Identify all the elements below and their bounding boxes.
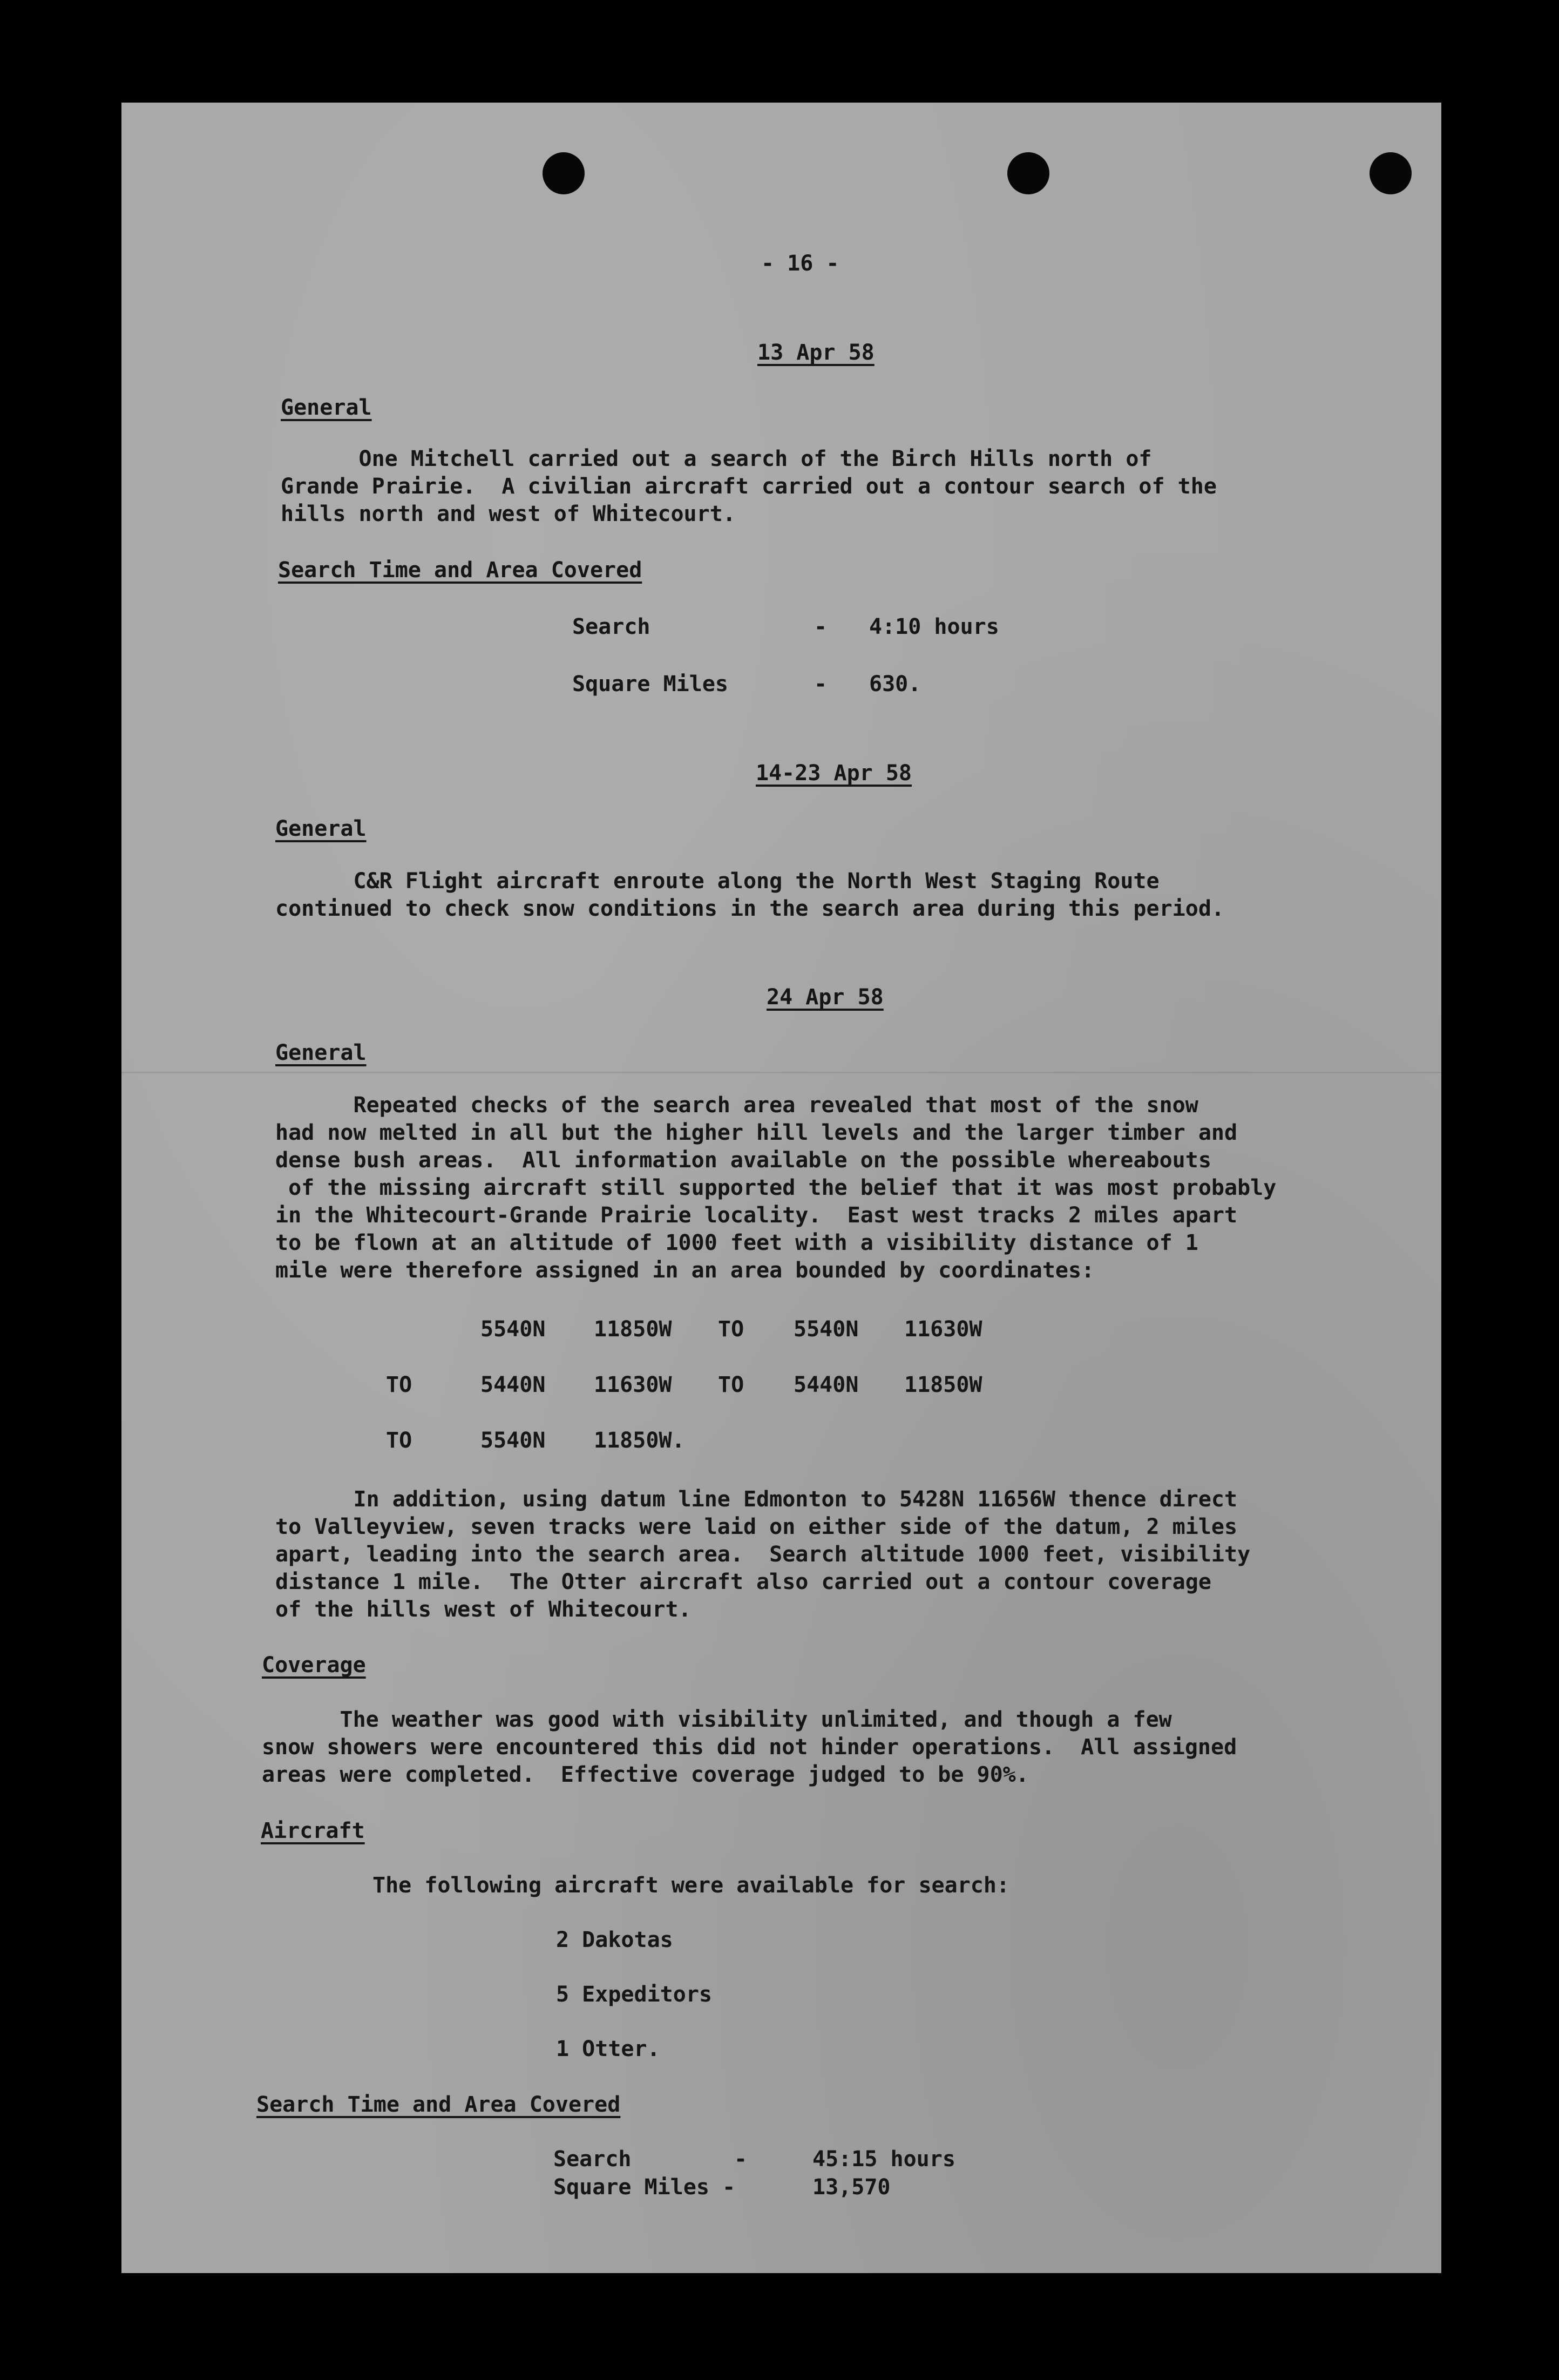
body-line: to be flown at an altitude of 1000 feet with a visibility distance of 1: [275, 1230, 1198, 1255]
body-line: areas were completed. Effective coverage judged to be 90%.: [262, 1762, 1029, 1787]
body-line: of the missing aircraft still supported the belief that it was most probably: [275, 1175, 1277, 1200]
coord-cell: 11850W: [904, 1372, 982, 1397]
aircraft-item: 2 Dakotas: [556, 1928, 673, 1952]
coord-cell: TO: [386, 1372, 412, 1397]
body-line: The weather was good with visibility unlimited, and though a few: [262, 1707, 1172, 1732]
search-dash: -: [734, 2147, 748, 2172]
aircraft-intro: The following aircraft were available for search:: [372, 1873, 1010, 1898]
section-date: 24 Apr 58: [767, 985, 884, 1010]
coord-cell: 5540N: [480, 1428, 546, 1453]
search-label: Search: [553, 2147, 632, 2172]
body-line: had now melted in all but the higher hill levels and the larger timber and: [275, 1120, 1238, 1145]
coord-cell: 11850W: [594, 1317, 672, 1342]
coord-cell: 11850W.: [594, 1428, 685, 1453]
coord-cell: 11630W: [594, 1372, 672, 1397]
body-line: Grande Prairie. A civilian aircraft carried out a contour search of the: [281, 474, 1217, 499]
square-miles-label: Square Miles: [572, 672, 728, 697]
aircraft-item: 1 Otter.: [556, 2037, 660, 2061]
coord-cell: TO: [386, 1428, 412, 1453]
search-label: Search: [572, 614, 650, 639]
search-heading: Search Time and Area Covered: [256, 2092, 621, 2117]
aircraft-item: 5 Expeditors: [556, 1982, 712, 2007]
coord-cell: 5440N: [480, 1372, 546, 1397]
search-value: 4:10 hours: [869, 614, 999, 639]
section-heading: General: [281, 395, 372, 420]
coord-cell: 5540N: [794, 1317, 859, 1342]
typewritten-content: [121, 103, 1441, 2273]
section-date: 14-23 Apr 58: [756, 761, 912, 786]
body-line: of the hills west of Whitecourt.: [275, 1597, 692, 1622]
body-line: in the Whitecourt-Grande Prairie locality. East west tracks 2 miles apart: [275, 1203, 1238, 1228]
coord-cell: 11630W: [904, 1317, 982, 1342]
body-line: snow showers were encountered this did not hinder operations. All assigned: [262, 1735, 1237, 1760]
coord-cell: TO: [718, 1317, 744, 1342]
body-line: Repeated checks of the search area revealed that most of the snow: [275, 1093, 1198, 1118]
square-miles-dash: -: [814, 672, 828, 697]
section-heading: General: [275, 1040, 367, 1065]
coord-cell: 5540N: [480, 1317, 546, 1342]
square-miles-value: 13,570: [812, 2175, 891, 2200]
body-line: hills north and west of Whitecourt.: [281, 502, 736, 526]
coord-cell: TO: [718, 1372, 744, 1397]
coverage-heading: Coverage: [262, 1653, 366, 1678]
body-line: One Mitchell carried out a search of the Birch Hills north of: [281, 447, 1152, 471]
coord-cell: 5440N: [794, 1372, 859, 1397]
body-line: distance 1 mile. The Otter aircraft also carried out a contour coverage: [275, 1570, 1211, 1594]
square-miles-label: Square Miles -: [553, 2175, 736, 2200]
aircraft-heading: Aircraft: [261, 1818, 365, 1843]
search-dash: -: [814, 614, 828, 639]
body-line: mile were therefore assigned in an area bounded by coordinates:: [275, 1258, 1095, 1283]
search-heading: Search Time and Area Covered: [278, 558, 642, 583]
page-number: - 16 -: [761, 251, 839, 276]
body-line: In addition, using datum line Edmonton to 5428N 11656W thence direct: [275, 1487, 1238, 1512]
body-line: apart, leading into the search area. Search altitude 1000 feet, visibility: [275, 1542, 1251, 1567]
section-heading: General: [275, 816, 367, 841]
square-miles-value: 630.: [869, 672, 921, 697]
search-value: 45:15 hours: [812, 2147, 955, 2172]
body-line: continued to check snow conditions in the search area during this period.: [275, 896, 1224, 921]
body-line: C&R Flight aircraft enroute along the North West Staging Route: [275, 869, 1160, 894]
document-page: [121, 103, 1441, 2273]
body-line: to Valleyview, seven tracks were laid on either side of the datum, 2 miles: [275, 1514, 1238, 1539]
section-date: 13 Apr 58: [757, 340, 875, 365]
body-line: dense bush areas. All information available on the possible whereabouts: [275, 1148, 1211, 1173]
